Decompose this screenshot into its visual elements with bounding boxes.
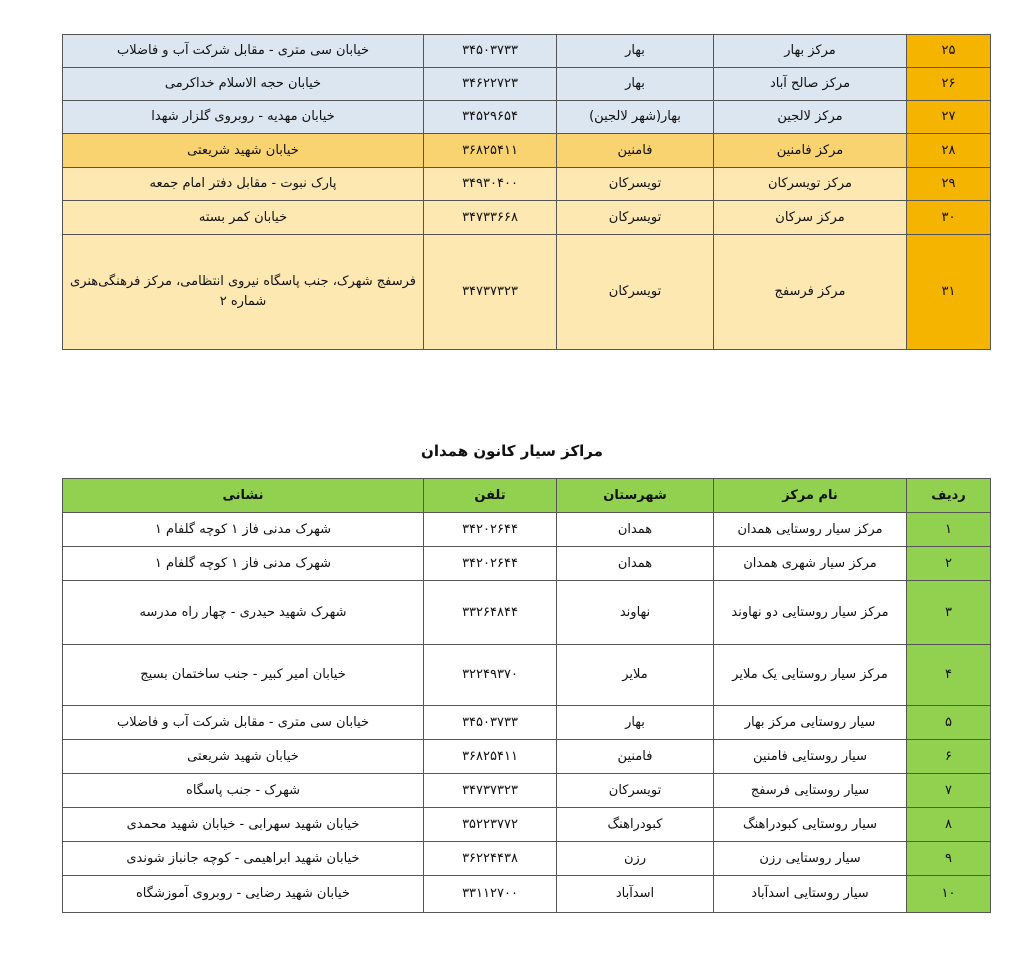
cell-name: مرکز سیار روستایی همدان	[714, 513, 907, 547]
table-row	[63, 581, 991, 645]
cell-name: مرکز سیار روستایی یک ملایر	[714, 645, 907, 706]
cell-phone: ۳۶۸۲۵۴۱۱	[424, 134, 557, 168]
cell-name: مرکز فرسفج	[714, 235, 907, 350]
cell-name: مرکز لالجین	[714, 101, 907, 134]
cell-phone: ۳۵۲۲۳۷۷۲	[424, 808, 557, 842]
cell-phone: ۳۴۵۰۳۷۳۳	[424, 35, 557, 68]
cell-address: خیابان امیر کبیر - جنب ساختمان بسیج	[63, 645, 424, 706]
cell-phone: ۳۴۹۳۰۴۰۰	[424, 168, 557, 201]
cell-city: ملایر	[557, 645, 714, 706]
table-row	[63, 808, 991, 842]
table-row	[63, 645, 991, 706]
cell-num: ۲۷	[907, 101, 991, 134]
table-row	[63, 134, 991, 168]
cell-num: ۱۰	[907, 876, 991, 913]
cell-name: مرکز سیار روستایی دو نهاوند	[714, 581, 907, 645]
cell-address: خیابان شهید شریعتی	[63, 740, 424, 774]
cell-city: همدان	[557, 513, 714, 547]
header-name: نام مرکز	[714, 479, 907, 513]
cell-city: رزن	[557, 842, 714, 876]
cell-num: ۸	[907, 808, 991, 842]
cell-address: خیابان شهید سهرابی - خیابان شهید محمدی	[63, 808, 424, 842]
cell-phone: ۳۶۸۲۵۴۱۱	[424, 740, 557, 774]
cell-phone: ۳۶۲۲۴۴۳۸	[424, 842, 557, 876]
table-row	[63, 774, 991, 808]
cell-name: مرکز سیار شهری همدان	[714, 547, 907, 581]
cell-name: سیار روستایی مرکز بهار	[714, 706, 907, 740]
cell-address: خیابان سی متری - مقابل شرکت آب و فاضلاب	[63, 706, 424, 740]
cell-name: سیار روستایی رزن	[714, 842, 907, 876]
cell-name: سیار روستایی فرسفج	[714, 774, 907, 808]
cell-city: کبودراهنگ	[557, 808, 714, 842]
cell-city: بهار	[557, 706, 714, 740]
cell-phone: ۳۴۶۲۲۷۲۳	[424, 68, 557, 101]
cell-num: ۶	[907, 740, 991, 774]
cell-num: ۲	[907, 547, 991, 581]
cell-phone: ۳۴۵۲۹۶۵۴	[424, 101, 557, 134]
cell-num: ۹	[907, 842, 991, 876]
cell-num: ۱	[907, 513, 991, 547]
cell-num: ۲۶	[907, 68, 991, 101]
cell-num: ۲۵	[907, 35, 991, 68]
cell-phone: ۳۴۷۳۷۳۲۳	[424, 235, 557, 350]
cell-city: بهار	[557, 68, 714, 101]
table-row	[63, 201, 991, 235]
table-row	[63, 876, 991, 913]
cell-num: ۲۹	[907, 168, 991, 201]
cell-address: خیابان شهید ابراهیمی - کوچه جانباز شوندی	[63, 842, 424, 876]
cell-name: سیار روستایی کبودراهنگ	[714, 808, 907, 842]
cell-name: سیار روستایی فامنین	[714, 740, 907, 774]
cell-city: فامنین	[557, 134, 714, 168]
cell-phone: ۳۳۲۶۴۸۴۴	[424, 581, 557, 645]
table-row	[63, 842, 991, 876]
cell-address: شهرک - جنب پاسگاه	[63, 774, 424, 808]
table-row	[63, 101, 991, 134]
cell-name: مرکز سرکان	[714, 201, 907, 235]
cell-num: ۴	[907, 645, 991, 706]
table-row	[63, 35, 991, 68]
centers-table-continued	[62, 34, 991, 350]
cell-name: مرکز فامنین	[714, 134, 907, 168]
cell-address: خیابان شهید رضایی - روبروی آموزشگاه	[63, 876, 424, 913]
cell-address: خیابان کمر بسته	[63, 201, 424, 235]
table-row	[63, 235, 991, 350]
table-row	[63, 168, 991, 201]
header-address: نشانی	[63, 479, 424, 513]
table-row	[63, 706, 991, 740]
cell-city: تویسرکان	[557, 235, 714, 350]
table-row	[63, 740, 991, 774]
cell-address: فرسفج شهرک، جنب پاسگاه نیروی انتظامی، مرکز فرهنگی‌هنری شماره ۲	[63, 235, 424, 350]
cell-num: ۲۸	[907, 134, 991, 168]
cell-city: همدان	[557, 547, 714, 581]
cell-address: خیابان سی متری - مقابل شرکت آب و فاضلاب	[63, 35, 424, 68]
cell-phone: ۳۴۲۰۲۶۴۴	[424, 513, 557, 547]
table-row	[63, 513, 991, 547]
cell-address: خیابان مهدیه - روبروی گلزار شهدا	[63, 101, 424, 134]
cell-num: ۳	[907, 581, 991, 645]
cell-address: شهرک مدنی فاز ۱ کوچه گلفام ۱	[63, 547, 424, 581]
cell-phone: ۳۴۲۰۲۶۴۴	[424, 547, 557, 581]
table-row	[63, 68, 991, 101]
cell-address: شهرک شهید حیدری - چهار راه مدرسه	[63, 581, 424, 645]
cell-name: مرکز تویسرکان	[714, 168, 907, 201]
cell-address: شهرک مدنی فاز ۱ کوچه گلفام ۱	[63, 513, 424, 547]
cell-city: تویسرکان	[557, 774, 714, 808]
cell-num: ۳۰	[907, 201, 991, 235]
table-row	[63, 547, 991, 581]
cell-name: مرکز صالح آباد	[714, 68, 907, 101]
cell-num: ۷	[907, 774, 991, 808]
cell-phone: ۳۴۵۰۳۷۳۳	[424, 706, 557, 740]
section-title: مراکز سیار کانون همدان	[421, 442, 603, 460]
cell-city: نهاوند	[557, 581, 714, 645]
cell-phone: ۳۳۱۱۲۷۰۰	[424, 876, 557, 913]
header-row	[63, 479, 991, 513]
cell-phone: ۳۴۷۳۳۶۶۸	[424, 201, 557, 235]
cell-num: ۳۱	[907, 235, 991, 350]
cell-address: پارک نبوت - مقابل دفتر امام جمعه	[63, 168, 424, 201]
cell-phone: ۳۲۲۴۹۳۷۰	[424, 645, 557, 706]
mobile-centers-table	[62, 478, 991, 913]
cell-city: بهار(شهر لالجین)	[557, 101, 714, 134]
cell-phone: ۳۴۷۳۷۳۲۳	[424, 774, 557, 808]
cell-city: اسدآباد	[557, 876, 714, 913]
cell-address: خیابان حجه الاسلام خداکرمی	[63, 68, 424, 101]
cell-city: تویسرکان	[557, 201, 714, 235]
cell-city: تویسرکان	[557, 168, 714, 201]
header-phone: تلفن	[424, 479, 557, 513]
cell-city: بهار	[557, 35, 714, 68]
header-city: شهرستان	[557, 479, 714, 513]
cell-city: فامنین	[557, 740, 714, 774]
cell-name: مرکز بهار	[714, 35, 907, 68]
cell-address: خیابان شهید شریعتی	[63, 134, 424, 168]
header-num: ردیف	[907, 479, 991, 513]
cell-num: ۵	[907, 706, 991, 740]
cell-name: سیار روستایی اسدآباد	[714, 876, 907, 913]
